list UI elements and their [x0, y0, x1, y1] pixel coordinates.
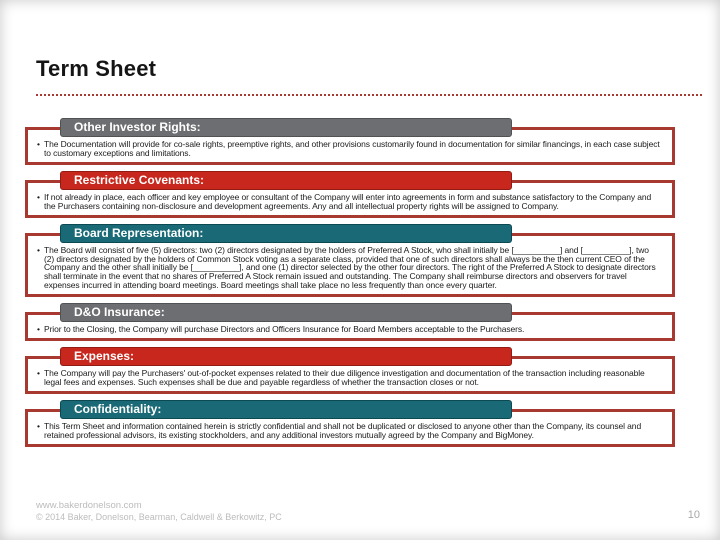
bullet-glyph: •	[37, 191, 40, 202]
section-heading: Confidentiality:	[74, 401, 162, 416]
bullet-glyph: •	[37, 368, 40, 379]
footer-website: www.bakerdonelson.com	[36, 500, 142, 511]
section-heading-bar	[60, 118, 512, 137]
section-body-text: If not already in place, each officer and key employee or consultant of the Company will enter into agreements in form and substance satisfactory to the Company and the Purchasers containing non-disclosure and development agreements. Any and all intellectual property rights will be assigned to Company.	[44, 191, 652, 211]
footer-copyright: © 2014 Baker, Donelson, Bearman, Caldwell & Berkowitz, PC	[36, 512, 282, 522]
section-heading: Expenses:	[74, 349, 135, 364]
section-heading: Other Investor Rights:	[74, 120, 201, 134]
section-paragraph	[37, 140, 660, 158]
section-body-text: The Board will consist of five (5) directors: two (2) directors designated by the holders of Preferred A Stock, who shall initially be [__________] and [__________], two (2) directors designated by the holders of Common Stock voting as a separate class, provided that one of such directors shall always be the then current CEO of the Company and the other shall initially be [__________], and one (1) director selected by the other four directors. The right of the Preferred A Stock to designate directors shall terminate in the event that no shares of Preferred A Stock remain issued and outstanding. The Company shall reimburse directors and observers for travel expenses incurred in attending board meetings. Board meetings shall take place no less frequently than once every quarter.	[44, 244, 656, 291]
section-paragraph	[37, 422, 660, 440]
section-heading-bar	[60, 303, 512, 322]
title-divider	[36, 94, 702, 96]
section-body-text: Prior to the Closing, the Company will purchase Directors and Officers Insurance for Board Members acceptable to the Purchasers.	[44, 324, 525, 335]
section-paragraph	[37, 193, 660, 211]
section-confidentiality	[25, 400, 675, 447]
section-body-text: The Company will pay the Purchasers' out-of-pocket expenses related to their due diligence investigation and documentation of the transaction including reasonable legal fees and expenses. Such expenses shall be due and payable regardless of whether the transaction closes or not.	[44, 368, 645, 387]
section-board-representation	[25, 224, 675, 298]
page-number: 10	[687, 509, 700, 521]
bullet-glyph: •	[37, 420, 40, 431]
bullet-glyph: •	[37, 139, 40, 149]
section-body-text: The Documentation will provide for co-sale rights, preemptive rights, and other provisions customarily found in documentation for similar financings, in each case subject to customary exceptions and limitations.	[44, 139, 660, 158]
section-heading: D&O Insurance:	[74, 305, 165, 320]
section-heading: Board Representation:	[74, 225, 204, 240]
section-body-text: This Term Sheet and information contained herein is strictly confidential and shall not be duplicated or disclosed to anyone other than the Company, its counsel and retained professional advisors, its existing stockholders, and any additional investors mutually agreed by the Company and BigMoney.	[44, 420, 642, 440]
section-paragraph	[37, 246, 660, 291]
section-expenses	[25, 347, 675, 394]
page-title: Term Sheet	[36, 56, 157, 81]
section-paragraph	[37, 325, 660, 334]
bullet-glyph: •	[37, 244, 40, 255]
section-paragraph	[37, 369, 660, 387]
section-heading: Restrictive Covenants:	[74, 172, 205, 187]
section-heading-bar	[60, 224, 512, 243]
section-do-insurance	[25, 303, 675, 341]
bullet-glyph: •	[37, 324, 40, 335]
section-heading-bar	[60, 347, 512, 366]
section-restrictive-covenants	[25, 171, 675, 218]
section-heading-bar	[60, 171, 512, 190]
section-heading-bar	[60, 400, 512, 419]
section-list	[25, 118, 675, 447]
section-other-investor-rights	[25, 118, 675, 165]
